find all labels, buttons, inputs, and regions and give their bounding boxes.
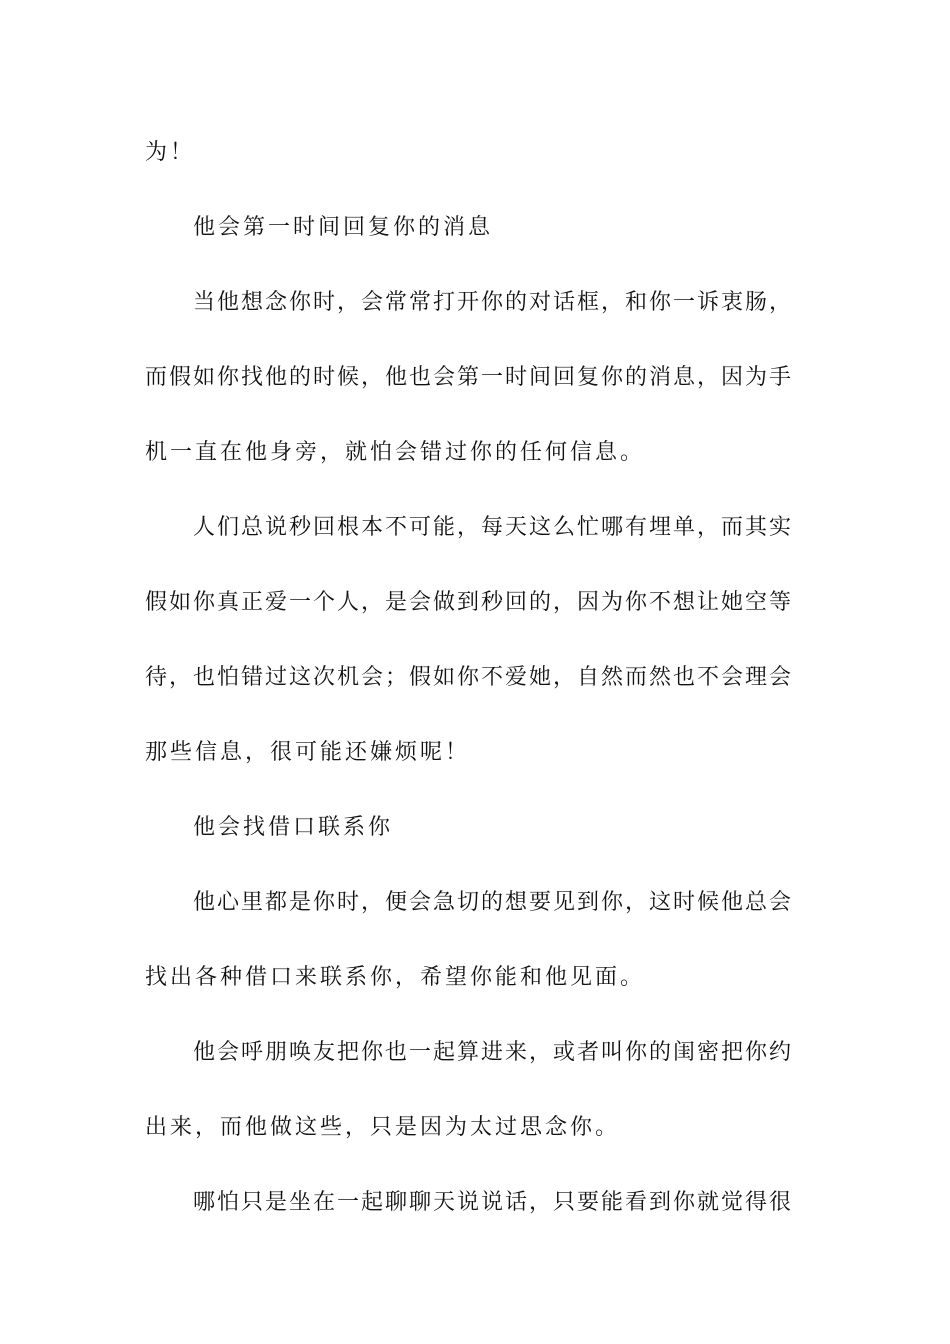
paragraph-line: 假如你真正爱一个人，是会做到秒回的，因为你不想让她空等 bbox=[145, 590, 791, 615]
paragraph-line: 出来，而他做这些，只是因为太过思念你。 bbox=[145, 1115, 621, 1140]
paragraph-line: 人们总说秒回根本不可能，每天这么忙哪有埋单，而其实 bbox=[193, 515, 791, 540]
paragraph-line: 待，也怕错过这次机会；假如你不爱她，自然而然也不会理会 bbox=[145, 665, 791, 690]
paragraph-line: 找出各种借口来联系你，希望你能和他见面。 bbox=[145, 965, 646, 990]
paragraph-line-fragment: 为！ bbox=[145, 140, 196, 165]
paragraph-line: 而假如你找他的时候，他也会第一时间回复你的消息，因为手 bbox=[145, 365, 791, 390]
paragraph-line: 那些信息，很可能还嫌烦呢！ bbox=[145, 740, 471, 765]
paragraph-line: 机一直在他身旁，就怕会错过你的任何信息。 bbox=[145, 440, 646, 465]
section-heading-reply: 他会第一时间回复你的消息 bbox=[193, 215, 494, 240]
paragraph-line: 哪怕只是坐在一起聊聊天说说话，只要能看到你就觉得很 bbox=[193, 1190, 791, 1215]
paragraph-line: 当他想念你时，会常常打开你的对话框，和你一诉衷肠， bbox=[193, 290, 791, 315]
section-heading-excuse: 他会找借口联系你 bbox=[193, 815, 394, 840]
paragraph-line: 他心里都是你时，便会急切的想要见到你，这时候他总会 bbox=[193, 890, 791, 915]
paragraph-line: 他会呼朋唤友把你也一起算进来，或者叫你的闺密把你约 bbox=[193, 1040, 791, 1065]
